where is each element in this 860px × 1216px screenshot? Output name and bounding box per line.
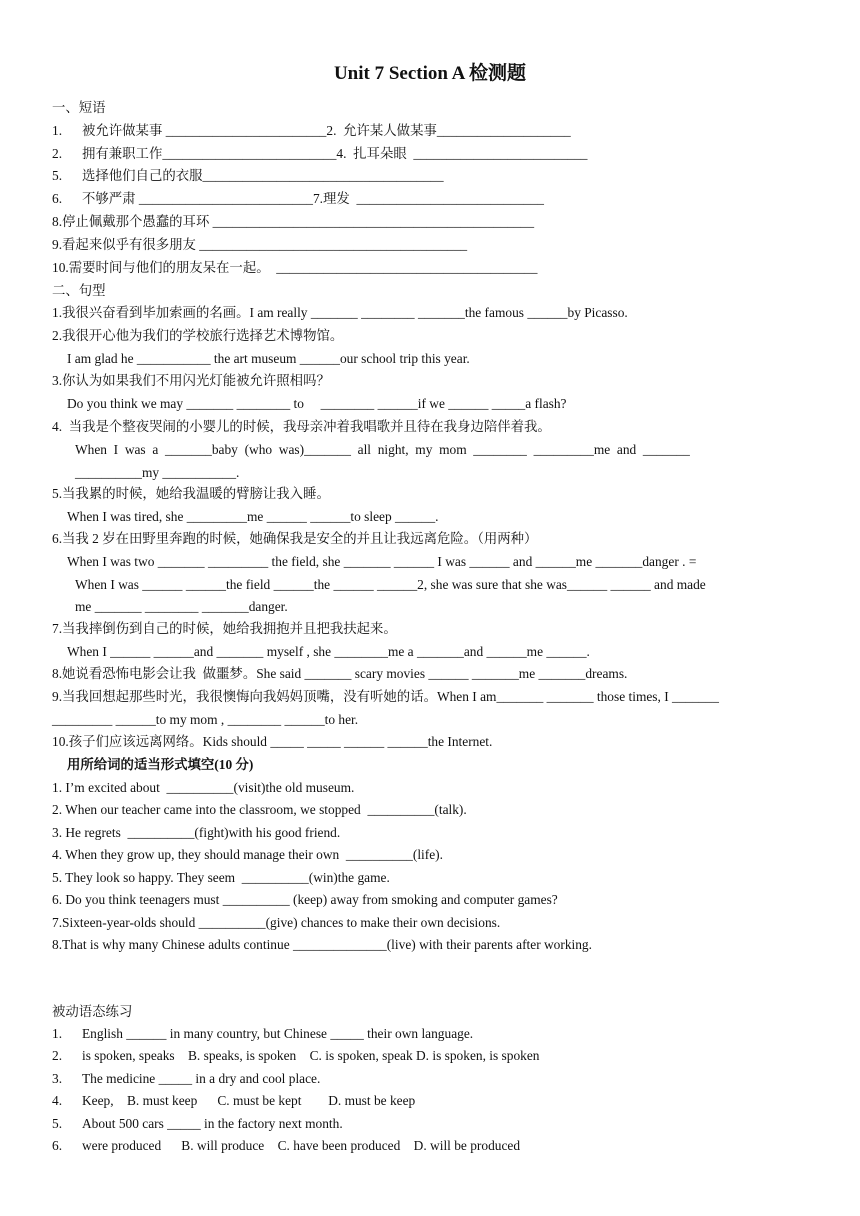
section-heading-phrases: 一、短语: [52, 100, 106, 115]
sentence-line: Do you think we may _______ ________ to ________ ______if we ______ _____a flash?: [67, 396, 567, 411]
exercise-line: 1. I’m excited about __________(visit)the old museum.: [52, 780, 355, 795]
passive-line: [52, 1115, 343, 1133]
item-text: The medicine _____ in a dry and cool place.: [82, 1071, 321, 1086]
item-number: 6.: [52, 191, 63, 206]
passive-line: [52, 1137, 520, 1155]
passive-line: [52, 1025, 473, 1043]
item-text: About 500 cars _____ in the factory next month.: [82, 1116, 343, 1131]
exercise-line: 7.Sixteen-year-olds should __________(give) chances to make their own decisions.: [52, 915, 501, 930]
item-text: Keep, B. must keep C. must be kept D. must be keep: [82, 1093, 416, 1108]
item-number: 5.: [52, 1116, 63, 1131]
item-text: 不够严肃 __________________________7.理发 ____________________________: [82, 191, 544, 206]
item-text: were produced B. will produce C. have been produced D. will be produced: [82, 1138, 521, 1153]
item-text: 被允许做某事 ________________________2. 允许某人做某事____________________: [82, 123, 571, 138]
item-number: 2.: [52, 1048, 63, 1063]
item-text: is spoken, speaks B. speaks, is spoken C. is spoken, speak D. is spoken, is spoken: [82, 1048, 540, 1063]
sentence-line: When I ______ ______and _______ myself , she ________me a _______and ______me ______.: [67, 644, 590, 659]
sentence-line: When I was a _______baby (who was)_______ all night, my mom ________ _________me and _______: [75, 442, 690, 457]
sentence-line: When I was ______ ______the field ______the ______ ______2, she was sure that she was______ ______ and made: [75, 577, 706, 592]
sentence-line: 3.你认为如果我们不用闪光灯能被允许照相吗？: [52, 373, 330, 388]
exercise-line: 3. He regrets __________(fight)with his good friend.: [52, 825, 341, 840]
sentence-line: 8.她说看恐怖电影会让我 做噩梦。She said _______ scary movies ______ _______me _______dreams.: [52, 666, 628, 681]
sentence-line: 6.当我 2 岁在田野里奔跑的时候，她确保我是安全的并且让我远离危险。（用两种）: [52, 531, 538, 546]
passive-line: [52, 1047, 540, 1065]
section-heading-fill-in: 用所给词的适当形式填空(10 分): [67, 757, 254, 772]
sentence-line: 9.当我回想起那些时光，我很懊悔向我妈妈顶嘴，没有听她的话。When I am_______ _______ those times, I _______: [52, 689, 719, 704]
phrase-line: 8.停止佩戴那个愚蠢的耳环 ________________________________________________: [52, 214, 535, 229]
item-number: 1.: [52, 123, 63, 138]
page-title: Unit 7 Section A 检测题: [333, 63, 527, 84]
item-text: 拥有兼职工作__________________________4. 扎耳朵眼 __________________________: [82, 146, 588, 161]
exercise-line: 4. When they grow up, they should manage their own __________(life).: [52, 847, 443, 862]
exercise-line: 2. When our teacher came into the classroom, we stopped __________(talk).: [52, 802, 467, 817]
sentence-line: When I was tired, she _________me ______ ______to sleep ______.: [67, 509, 439, 524]
sentence-line: I am glad he ___________ the art museum ______our school trip this year.: [67, 351, 470, 366]
item-number: 2.: [52, 146, 63, 161]
phrase-line: 9.看起来似乎有很多朋友 ________________________________________: [52, 237, 468, 252]
passive-line: [52, 1070, 320, 1088]
exercise-line: 6. Do you think teenagers must __________ (keep) away from smoking and computer games?: [52, 892, 558, 907]
phrase-line: 10.需要时间与他们的朋友呆在一起。 _______________________________________: [52, 260, 538, 275]
sentence-line: 1.我很兴奋看到毕加索画的名画。I am really _______ ________ _______the famous ______by Picasso.: [52, 305, 628, 320]
sentence-line: 7.当我摔倒伤到自己的时候，她给我拥抱并且把我扶起来。: [52, 621, 397, 636]
item-text: English ______ in many country, but Chinese _____ their own language.: [82, 1026, 474, 1041]
sentence-line: me _______ ________ _______danger.: [75, 599, 288, 614]
sentence-line: 5.当我累的时候，她给我温暖的臂膀让我入睡。: [52, 486, 330, 501]
item-number: 3.: [52, 1071, 63, 1086]
phrase-line: [52, 122, 571, 140]
phrase-line: [52, 190, 544, 208]
item-number: 1.: [52, 1026, 63, 1041]
section-heading-passive-voice: 被动语态练习: [52, 1004, 133, 1019]
section-heading-sentences: 二、句型: [52, 283, 106, 298]
sentence-line: 4. 当我是个整夜哭闹的小婴儿的时候，我母亲冲着我唱歌并且待在我身边陪伴着我。: [52, 419, 551, 434]
item-number: 6.: [52, 1138, 63, 1153]
phrase-line: [52, 145, 588, 163]
sentence-line: __________my ___________.: [75, 465, 240, 480]
item-number: 4.: [52, 1093, 63, 1108]
sentence-line: _________ ______to my mom , ________ ______to her.: [52, 712, 359, 727]
item-text: 选择他们自己的衣服____________________________________: [82, 168, 444, 183]
item-number: 5.: [52, 168, 63, 183]
sentence-line: 2.我很开心他为我们的学校旅行选择艺术博物馆。: [52, 328, 344, 343]
phrase-line: [52, 167, 444, 185]
sentence-line: When I was two _______ _________ the field, she _______ ______ I was ______ and ______me _______danger . =: [67, 554, 697, 569]
exercise-line: 5. They look so happy. They seem __________(win)the game.: [52, 870, 390, 885]
exercise-line: 8.That is why many Chinese adults continue ______________(live) with their parents after working.: [52, 937, 592, 952]
passive-line: [52, 1092, 415, 1110]
sentence-line: 10.孩子们应该远离网络。Kids should _____ _____ ______ ______the Internet.: [52, 734, 493, 749]
